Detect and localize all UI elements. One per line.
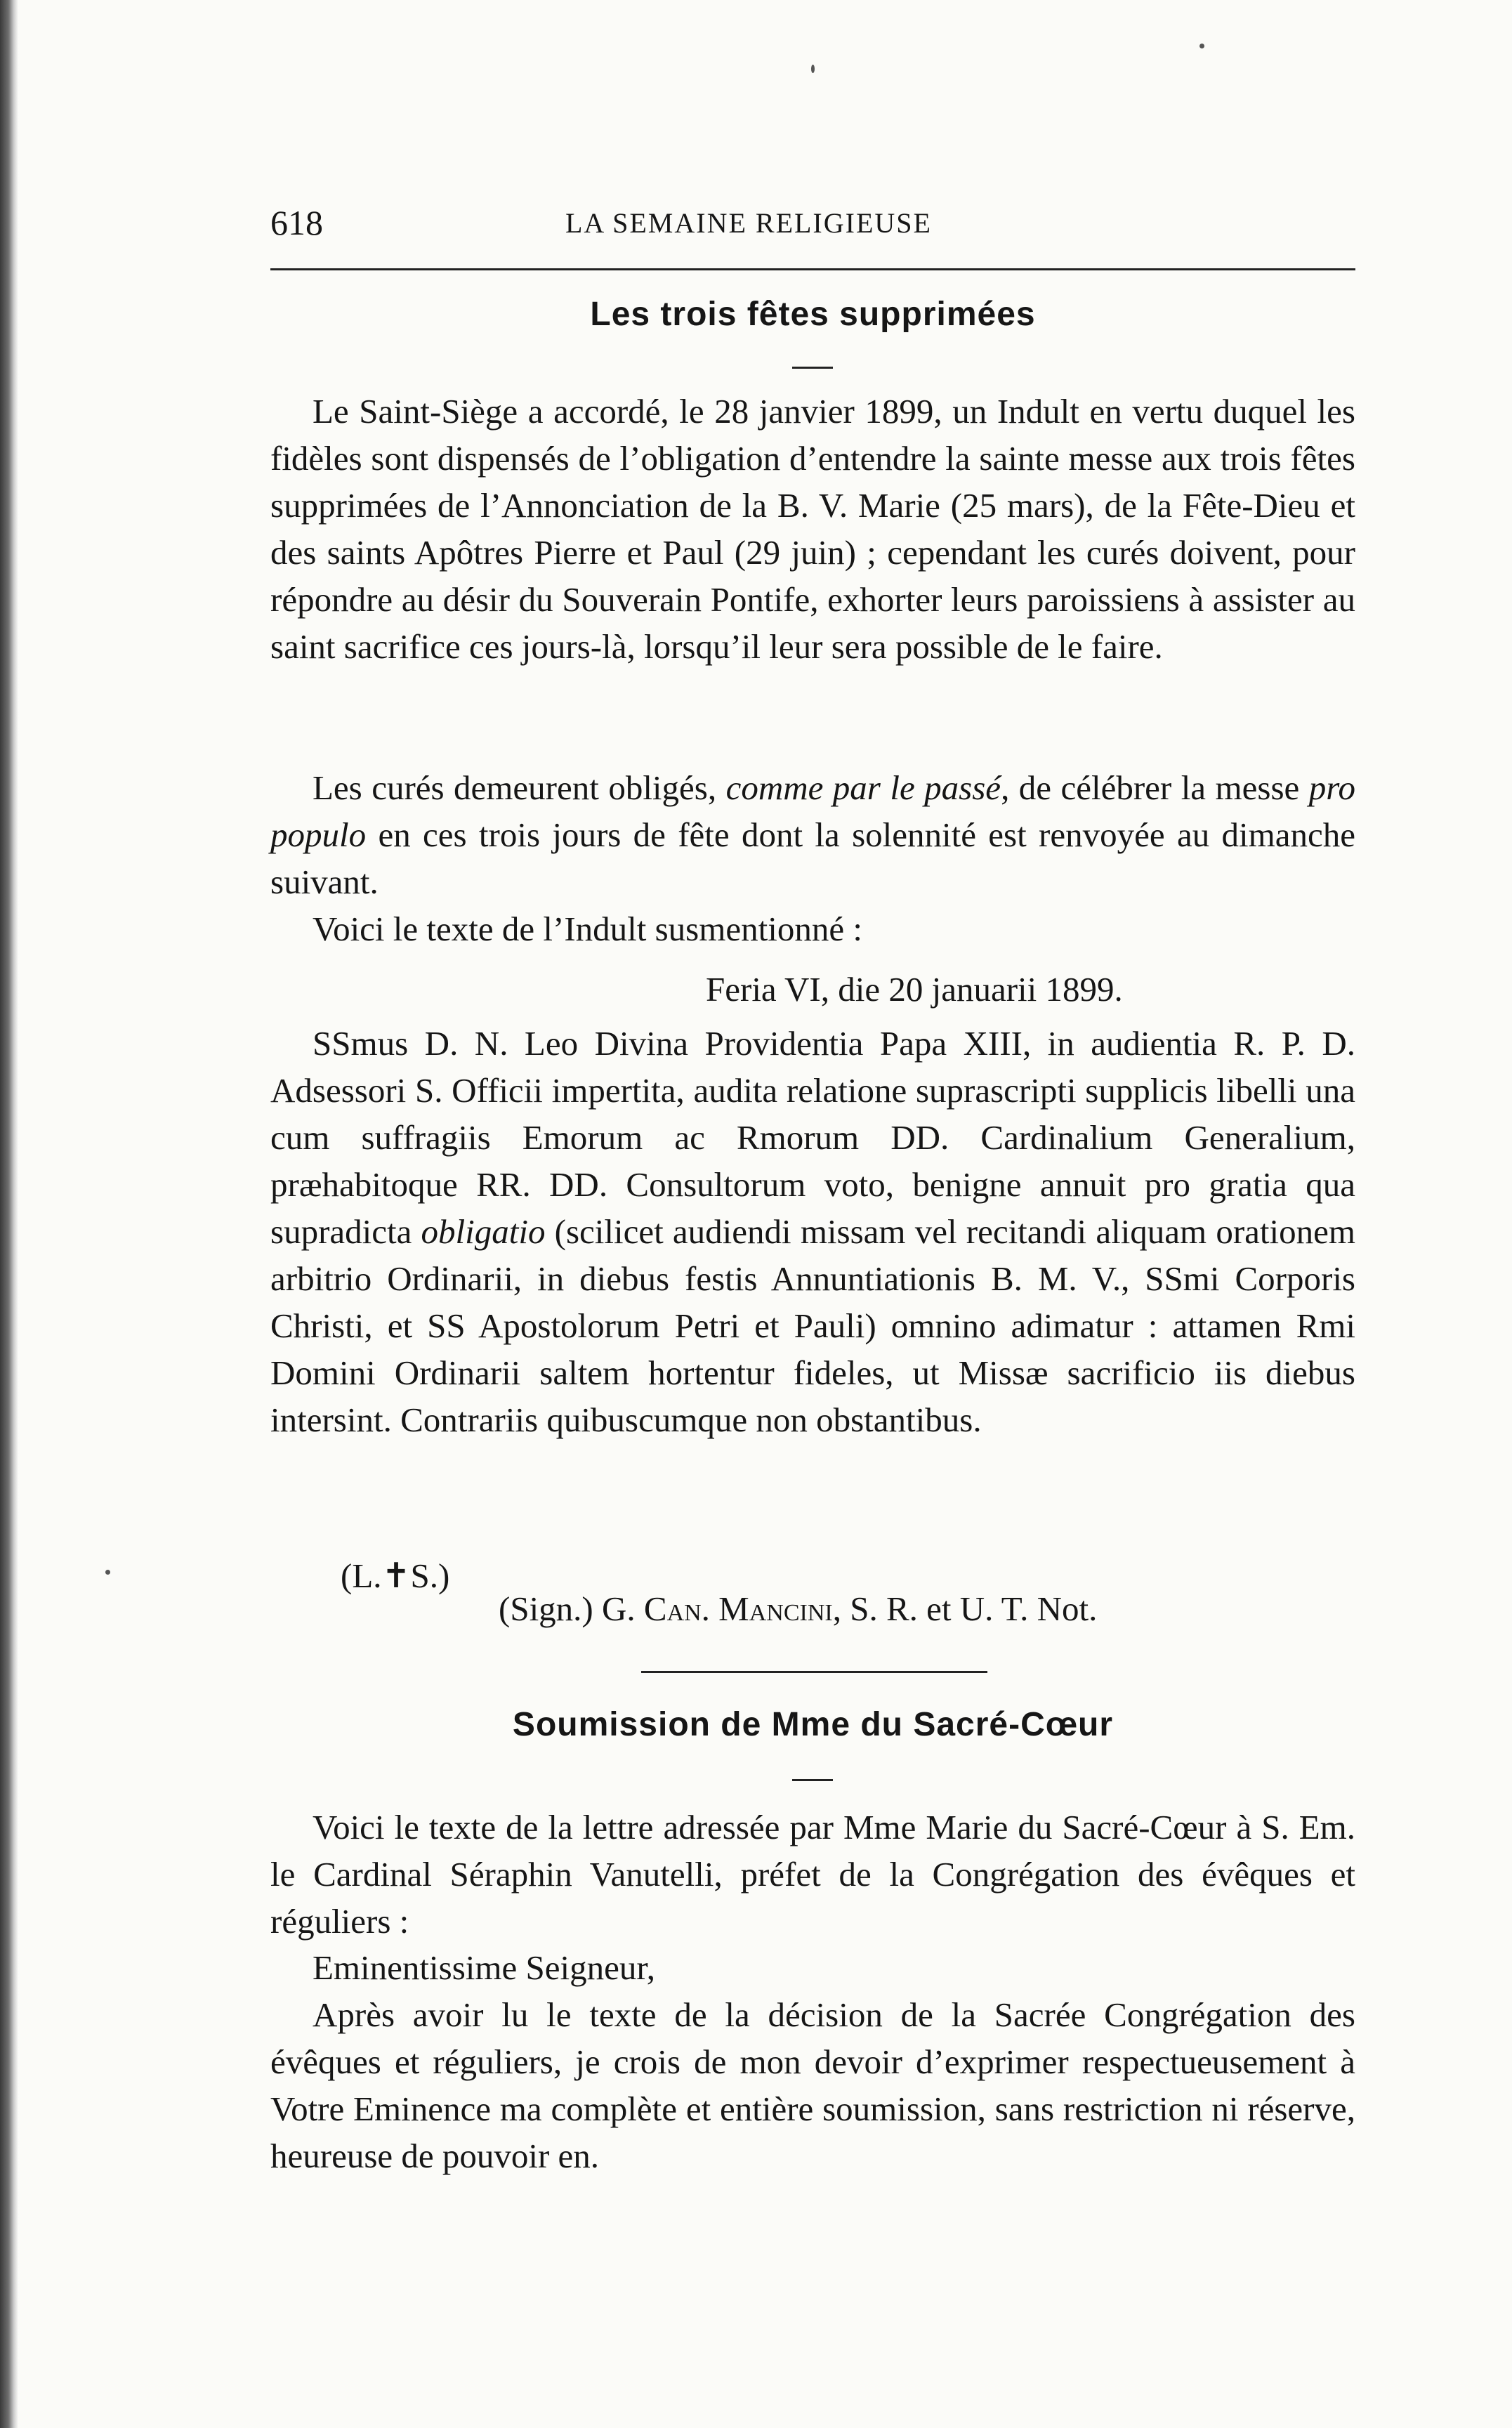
- section-separator: [641, 1671, 987, 1673]
- italic-run: comme par le passé: [725, 768, 1001, 807]
- italic-run: pro populo: [270, 768, 1355, 854]
- title-dash: [792, 367, 833, 369]
- text-run: (Sign.) G.: [499, 1589, 644, 1628]
- italic-run: obligatio: [421, 1212, 546, 1251]
- seal-mark: (L.✝S.): [341, 1556, 450, 1595]
- ink-speck: [1199, 44, 1204, 48]
- date-line: Feria VI, die 20 januarii 1899.: [706, 970, 1123, 1009]
- page-number: 618: [270, 203, 323, 242]
- paragraph-voici-texte: Voici le texte de l’Indult susmentionné :: [313, 910, 862, 948]
- signature-line: [499, 1589, 1097, 1629]
- text-run: , de célébrer la messe: [1001, 768, 1309, 807]
- text-run: (scilicet audiendi missam vel recitandi aliquam orationem arbitrio Ordinarii, in diebus festis Annuntiationis B. M. V., SSmi Corporis Christi, et SS Apostolorum Petri et Pauli) omnino adimatur : attamen Rmi Domini Ordinarii saltem hortentur fideles, ut Missæ sacrificio iis diebus intersint. Contrariis quibuscumque non obstantibus.: [270, 1212, 1355, 1439]
- paragraph-cures-obliges: [270, 764, 1355, 905]
- paragraph-soumission: Après avoir lu le texte de la décision de la Sacrée Congrégation des évêques et réguliers, je crois de mon devoir d’exprimer respectueusement à Votre Eminence ma complète et entière soumission, sans restriction ni réserve, heureuse de pouvoir en.: [270, 1995, 1355, 2175]
- section-title-trois-fetes: Les trois fêtes supprimées: [590, 296, 1036, 333]
- text-run: en ces trois jours de fête dont la solennité est renvoyée au dimanche suivant.: [270, 815, 1355, 901]
- paragraph-latin-indult: [270, 1020, 1355, 1443]
- ink-speck: [105, 1570, 110, 1575]
- text-run: , S. R. et U. T. Not.: [832, 1589, 1098, 1628]
- running-title: LA SEMAINE RELIGIEUSE: [565, 207, 932, 239]
- text-run: SSmus D. N. Leo Divina Providentia Papa XIII, in audientia R. P. D. Adsessori S. Officii impertita, audita relatione suprascripti supplicis libelli una cum suffragiis Emorum ac Rmorum DD. Cardinalium Generalium, præhabitoque RR. DD. Consultorum voto, benigne annuit pro gratia qua supradicta: [270, 1024, 1355, 1251]
- running-head: [270, 202, 1355, 251]
- header-rule: [270, 268, 1355, 270]
- signature-name: Can. Mancini: [643, 1589, 833, 1628]
- text-run: Les curés demeurent obligés,: [313, 768, 726, 807]
- title-dash: [792, 1779, 833, 1781]
- paragraph-indult: Le Saint-Siège a accordé, le 28 janvier 1899, un Indult en vertu duquel les fidèles sont dispensés de l’obligation d’entendre la sainte messe aux trois fêtes supprimées de l’Annonciation de la B. V. Marie (25 mars), de la Fête-Dieu et des saints Apôtres Pierre et Paul (29 juin) ; cependant les curés doivent, pour répondre au désir du Souverain Pontife, exhorter leurs paroissiens à assister au saint sacrifice ces jours-là, lorsqu’il leur sera possible de le faire.: [270, 392, 1355, 666]
- salutation: Eminentissime Seigneur,: [313, 1948, 655, 1987]
- book-binding-edge: [0, 0, 18, 2428]
- paragraph-lettre: Voici le texte de la lettre adressée par Mme Marie du Sacré-Cœur à S. Em. le Cardinal Séraphin Vanutelli, préfet de la Congrégation des évêques et réguliers :: [270, 1808, 1355, 1941]
- ink-speck: [811, 65, 815, 73]
- section-title-soumission: Soumission de Mme du Sacré-Cœur: [512, 1706, 1114, 1743]
